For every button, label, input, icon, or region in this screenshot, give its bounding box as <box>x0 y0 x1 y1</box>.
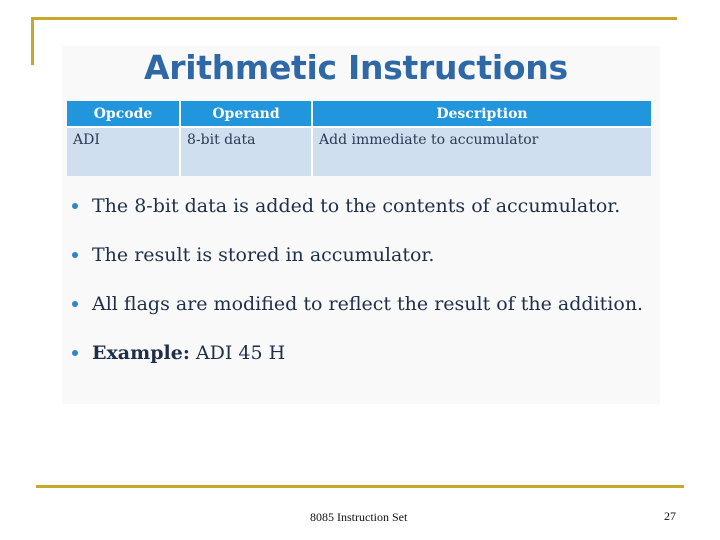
list-item <box>72 192 652 220</box>
bullet-icon <box>72 252 78 258</box>
example-value: ADI 45 H <box>195 342 286 364</box>
header-description: Description <box>312 101 651 127</box>
bullet-text: All flags are modified to reflect the result of the addition. <box>92 293 644 315</box>
list-item <box>72 241 652 269</box>
bullet-text: The result is stored in accumulator. <box>92 244 435 266</box>
list-item <box>72 290 652 318</box>
bullet-list <box>72 192 652 388</box>
header-operand: Operand <box>180 101 312 127</box>
footer-text: 8085 Instruction Set <box>310 510 408 524</box>
bullet-icon <box>72 350 78 356</box>
frame-bottom-line <box>36 485 684 488</box>
bullet-icon <box>72 203 78 209</box>
list-item-example <box>72 339 652 367</box>
page-number: 27 <box>664 509 676 523</box>
bullet-text: The 8-bit data is added to the contents of accumulator. <box>92 195 621 217</box>
example-label: Example: <box>92 342 190 364</box>
cell-description: Add immediate to accumulator <box>312 127 651 176</box>
instruction-table <box>67 101 651 176</box>
cell-operand: 8-bit data <box>180 127 312 176</box>
header-opcode: Opcode <box>67 101 180 127</box>
frame-top-line <box>31 17 677 20</box>
table-header-row <box>67 101 651 127</box>
table-row <box>67 127 651 176</box>
frame-left-line <box>31 17 34 65</box>
slide-title: Arithmetic Instructions <box>144 48 568 87</box>
bullet-icon <box>72 301 78 307</box>
slide-content-image <box>62 46 660 404</box>
cell-opcode: ADI <box>67 127 180 176</box>
